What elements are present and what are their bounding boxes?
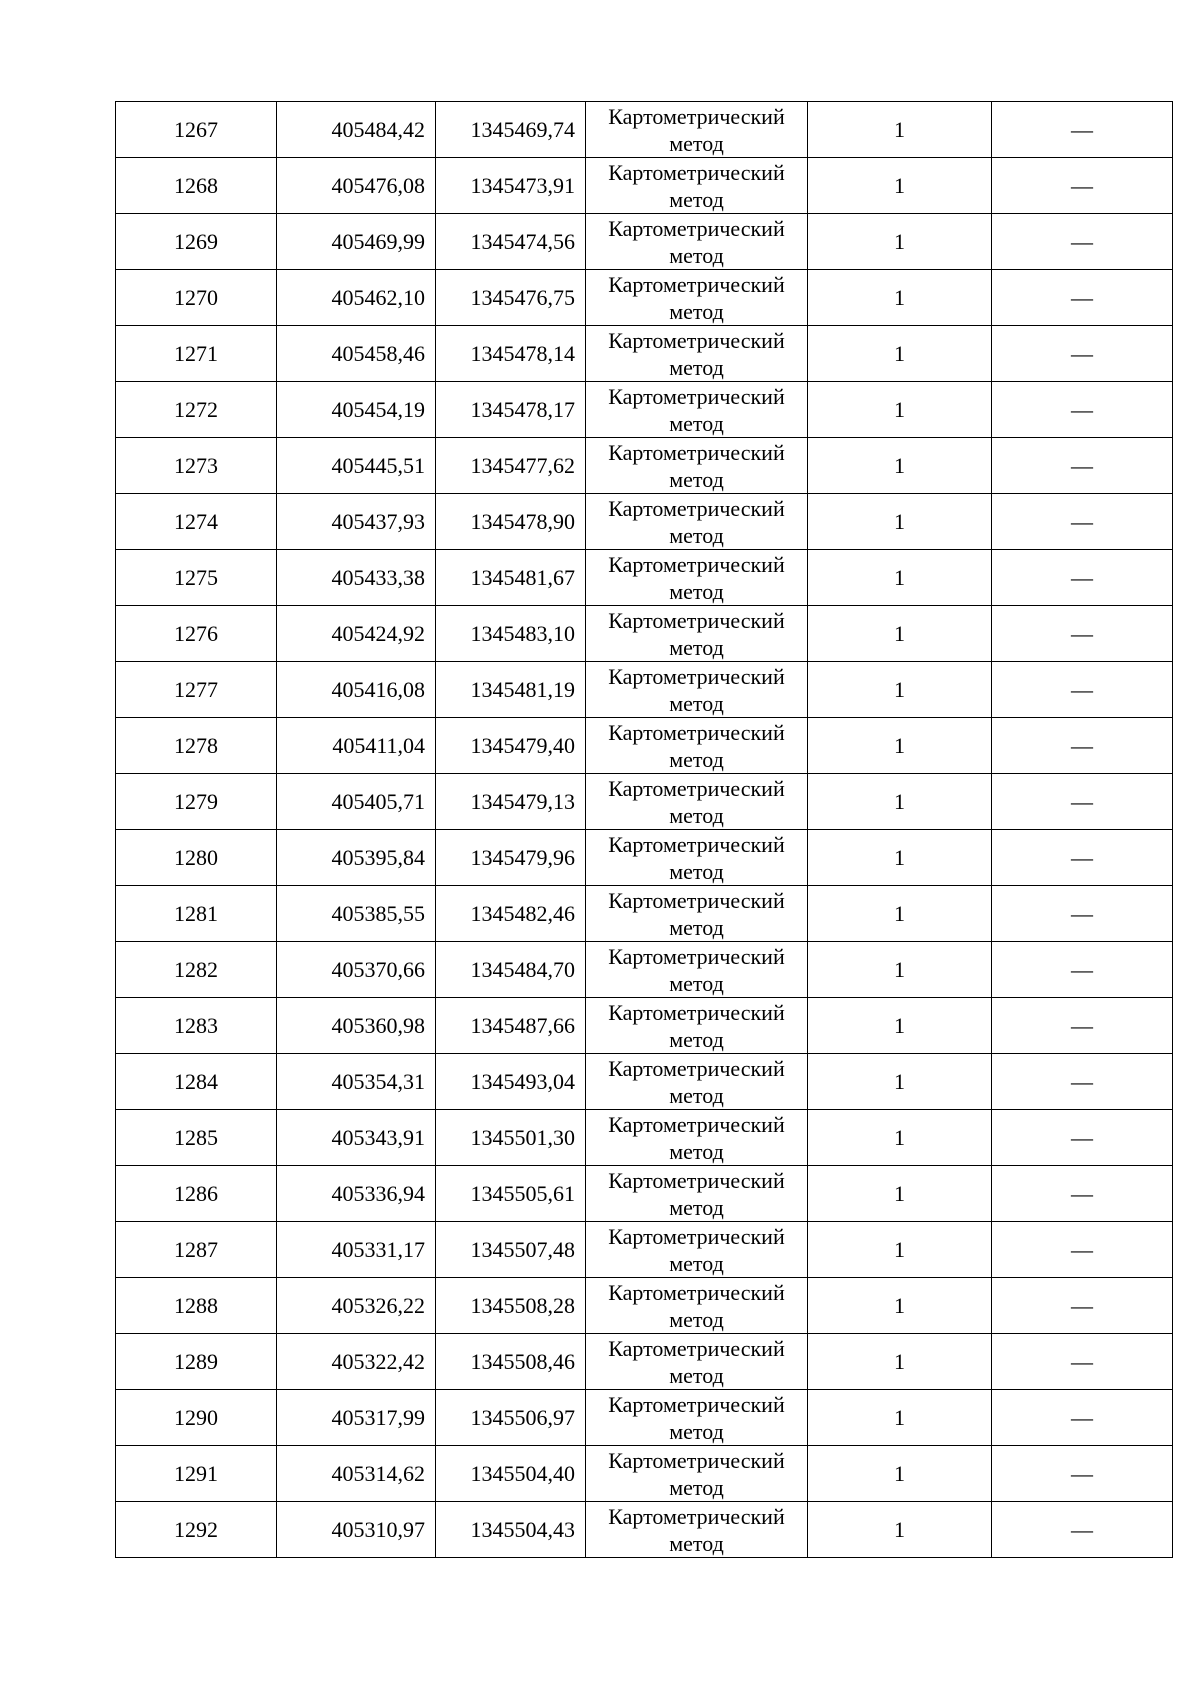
method-line-1: Картометрический: [608, 439, 785, 465]
x-coordinate-cell: 405433,38: [277, 550, 436, 606]
accuracy-cell: 1: [808, 1166, 992, 1222]
method-line-2: метод: [669, 354, 724, 380]
description-cell: [992, 438, 1173, 494]
y-coordinate-cell: 1345505,61: [436, 1166, 586, 1222]
table-row: [116, 998, 1173, 1054]
description-cell: [992, 382, 1173, 438]
method-line-1: Картометрический: [608, 719, 785, 745]
x-coordinate-cell: 405310,97: [277, 1502, 436, 1558]
description-cell: [992, 1446, 1173, 1502]
x-coordinate-cell: 405336,94: [277, 1166, 436, 1222]
method-cell: [586, 326, 808, 382]
method-cell: [586, 830, 808, 886]
point-number-cell: 1268: [116, 158, 277, 214]
description-dash: —: [1071, 900, 1093, 926]
table-row: [116, 1278, 1173, 1334]
method-cell: [586, 1390, 808, 1446]
y-coordinate-cell: 1345476,75: [436, 270, 586, 326]
method-line-1: Картометрический: [608, 887, 785, 913]
description-cell: [992, 774, 1173, 830]
method-line-1: Картометрический: [608, 1335, 785, 1361]
x-coordinate-cell: 405484,42: [277, 102, 436, 158]
table-row: [116, 270, 1173, 326]
table-row: [116, 1110, 1173, 1166]
description-cell: [992, 830, 1173, 886]
description-cell: [992, 270, 1173, 326]
method-cell: [586, 942, 808, 998]
y-coordinate-cell: 1345474,56: [436, 214, 586, 270]
description-dash: —: [1071, 620, 1093, 646]
description-cell: [992, 550, 1173, 606]
description-dash: —: [1071, 844, 1093, 870]
point-number-cell: 1271: [116, 326, 277, 382]
description-cell: [992, 494, 1173, 550]
x-coordinate-cell: 405405,71: [277, 774, 436, 830]
description-cell: [992, 1502, 1173, 1558]
description-cell: [992, 942, 1173, 998]
table-row: [116, 1390, 1173, 1446]
method-cell: [586, 774, 808, 830]
point-number-cell: 1285: [116, 1110, 277, 1166]
method-line-1: Картометрический: [608, 1391, 785, 1417]
method-line-2: метод: [669, 298, 724, 324]
table-row: [116, 774, 1173, 830]
y-coordinate-cell: 1345508,28: [436, 1278, 586, 1334]
x-coordinate-cell: 405437,93: [277, 494, 436, 550]
description-cell: [992, 1334, 1173, 1390]
table-row: [116, 158, 1173, 214]
table-row: [116, 606, 1173, 662]
accuracy-cell: 1: [808, 1110, 992, 1166]
accuracy-cell: 1: [808, 662, 992, 718]
table-row: [116, 662, 1173, 718]
description-cell: [992, 1278, 1173, 1334]
method-line-1: Картометрический: [608, 663, 785, 689]
accuracy-cell: 1: [808, 326, 992, 382]
accuracy-cell: 1: [808, 886, 992, 942]
y-coordinate-cell: 1345478,90: [436, 494, 586, 550]
point-number-cell: 1287: [116, 1222, 277, 1278]
y-coordinate-cell: 1345484,70: [436, 942, 586, 998]
description-dash: —: [1071, 508, 1093, 534]
point-number-cell: 1275: [116, 550, 277, 606]
y-coordinate-cell: 1345504,43: [436, 1502, 586, 1558]
method-line-2: метод: [669, 690, 724, 716]
description-cell: [992, 158, 1173, 214]
x-coordinate-cell: 405314,62: [277, 1446, 436, 1502]
method-cell: [586, 550, 808, 606]
accuracy-cell: 1: [808, 1278, 992, 1334]
point-number-cell: 1292: [116, 1502, 277, 1558]
method-line-1: Картометрический: [608, 1279, 785, 1305]
point-number-cell: 1269: [116, 214, 277, 270]
method-cell: [586, 886, 808, 942]
description-dash: —: [1071, 452, 1093, 478]
accuracy-cell: 1: [808, 830, 992, 886]
method-line-1: Картометрический: [608, 775, 785, 801]
description-dash: —: [1071, 956, 1093, 982]
accuracy-cell: 1: [808, 270, 992, 326]
method-line-1: Картометрический: [608, 1503, 785, 1529]
description-dash: —: [1071, 1348, 1093, 1374]
method-line-2: метод: [669, 634, 724, 660]
method-line-1: Картометрический: [608, 1111, 785, 1137]
accuracy-cell: 1: [808, 102, 992, 158]
table-row: [116, 1334, 1173, 1390]
method-line-2: метод: [669, 914, 724, 940]
description-dash: —: [1071, 788, 1093, 814]
method-line-2: метод: [669, 1306, 724, 1332]
point-number-cell: 1289: [116, 1334, 277, 1390]
table-row: [116, 102, 1173, 158]
table-row: [116, 382, 1173, 438]
description-cell: [992, 326, 1173, 382]
x-coordinate-cell: 405458,46: [277, 326, 436, 382]
x-coordinate-cell: 405331,17: [277, 1222, 436, 1278]
table-row: [116, 494, 1173, 550]
description-dash: —: [1071, 1516, 1093, 1542]
point-number-cell: 1288: [116, 1278, 277, 1334]
x-coordinate-cell: 405416,08: [277, 662, 436, 718]
y-coordinate-cell: 1345479,40: [436, 718, 586, 774]
point-number-cell: 1267: [116, 102, 277, 158]
x-coordinate-cell: 405317,99: [277, 1390, 436, 1446]
y-coordinate-cell: 1345479,96: [436, 830, 586, 886]
table-row: [116, 1166, 1173, 1222]
method-line-1: Картометрический: [608, 1055, 785, 1081]
method-cell: [586, 1334, 808, 1390]
description-dash: —: [1071, 172, 1093, 198]
description-dash: —: [1071, 1236, 1093, 1262]
description-cell: [992, 214, 1173, 270]
description-cell: [992, 102, 1173, 158]
method-cell: [586, 606, 808, 662]
y-coordinate-cell: 1345506,97: [436, 1390, 586, 1446]
description-dash: —: [1071, 1292, 1093, 1318]
method-line-1: Картометрический: [608, 1447, 785, 1473]
method-line-2: метод: [669, 522, 724, 548]
table-row: [116, 550, 1173, 606]
x-coordinate-cell: 405385,55: [277, 886, 436, 942]
description-dash: —: [1071, 228, 1093, 254]
method-cell: [586, 214, 808, 270]
method-line-2: метод: [669, 466, 724, 492]
accuracy-cell: 1: [808, 774, 992, 830]
accuracy-cell: 1: [808, 382, 992, 438]
y-coordinate-cell: 1345479,13: [436, 774, 586, 830]
method-line-1: Картометрический: [608, 383, 785, 409]
description-dash: —: [1071, 1180, 1093, 1206]
method-cell: [586, 494, 808, 550]
table-row: [116, 1054, 1173, 1110]
y-coordinate-cell: 1345493,04: [436, 1054, 586, 1110]
x-coordinate-cell: 405469,99: [277, 214, 436, 270]
y-coordinate-cell: 1345504,40: [436, 1446, 586, 1502]
method-cell: [586, 718, 808, 774]
table-row: [116, 942, 1173, 998]
y-coordinate-cell: 1345508,46: [436, 1334, 586, 1390]
description-dash: —: [1071, 340, 1093, 366]
table-row: [116, 1222, 1173, 1278]
point-number-cell: 1272: [116, 382, 277, 438]
x-coordinate-cell: 405462,10: [277, 270, 436, 326]
method-line-1: Картометрический: [608, 831, 785, 857]
method-line-2: метод: [669, 186, 724, 212]
point-number-cell: 1282: [116, 942, 277, 998]
x-coordinate-cell: 405326,22: [277, 1278, 436, 1334]
accuracy-cell: 1: [808, 606, 992, 662]
table-row: [116, 326, 1173, 382]
method-cell: [586, 998, 808, 1054]
method-cell: [586, 662, 808, 718]
method-cell: [586, 1166, 808, 1222]
accuracy-cell: 1: [808, 718, 992, 774]
accuracy-cell: 1: [808, 494, 992, 550]
method-line-1: Картометрический: [608, 495, 785, 521]
description-dash: —: [1071, 564, 1093, 590]
point-number-cell: 1281: [116, 886, 277, 942]
description-dash: —: [1071, 116, 1093, 142]
table-row: [116, 830, 1173, 886]
x-coordinate-cell: 405354,31: [277, 1054, 436, 1110]
description-dash: —: [1071, 1124, 1093, 1150]
y-coordinate-cell: 1345483,10: [436, 606, 586, 662]
description-cell: [992, 1166, 1173, 1222]
point-number-cell: 1270: [116, 270, 277, 326]
table-row: [116, 438, 1173, 494]
method-cell: [586, 158, 808, 214]
point-number-cell: 1273: [116, 438, 277, 494]
table-row: [116, 1446, 1173, 1502]
accuracy-cell: 1: [808, 550, 992, 606]
method-cell: [586, 382, 808, 438]
y-coordinate-cell: 1345507,48: [436, 1222, 586, 1278]
method-line-2: метод: [669, 1082, 724, 1108]
x-coordinate-cell: 405411,04: [277, 718, 436, 774]
accuracy-cell: 1: [808, 158, 992, 214]
method-cell: [586, 102, 808, 158]
method-cell: [586, 1446, 808, 1502]
x-coordinate-cell: 405370,66: [277, 942, 436, 998]
method-line-2: метод: [669, 130, 724, 156]
table-row: [116, 718, 1173, 774]
description-dash: —: [1071, 284, 1093, 310]
method-cell: [586, 1222, 808, 1278]
method-line-2: метод: [669, 1530, 724, 1556]
accuracy-cell: 1: [808, 942, 992, 998]
y-coordinate-cell: 1345477,62: [436, 438, 586, 494]
method-line-1: Картометрический: [608, 943, 785, 969]
method-line-1: Картометрический: [608, 1223, 785, 1249]
x-coordinate-cell: 405454,19: [277, 382, 436, 438]
x-coordinate-cell: 405395,84: [277, 830, 436, 886]
x-coordinate-cell: 405343,91: [277, 1110, 436, 1166]
accuracy-cell: 1: [808, 438, 992, 494]
method-line-2: метод: [669, 1026, 724, 1052]
method-line-2: метод: [669, 578, 724, 604]
x-coordinate-cell: 405322,42: [277, 1334, 436, 1390]
method-line-2: метод: [669, 858, 724, 884]
accuracy-cell: 1: [808, 1222, 992, 1278]
point-number-cell: 1276: [116, 606, 277, 662]
method-line-2: метод: [669, 1474, 724, 1500]
method-line-1: Картометрический: [608, 159, 785, 185]
method-cell: [586, 1110, 808, 1166]
method-line-2: метод: [669, 242, 724, 268]
point-number-cell: 1274: [116, 494, 277, 550]
coordinates-table-body: [116, 102, 1173, 1558]
point-number-cell: 1291: [116, 1446, 277, 1502]
method-line-2: метод: [669, 1194, 724, 1220]
method-cell: [586, 1502, 808, 1558]
point-number-cell: 1279: [116, 774, 277, 830]
method-line-1: Картометрический: [608, 327, 785, 353]
description-dash: —: [1071, 732, 1093, 758]
y-coordinate-cell: 1345487,66: [436, 998, 586, 1054]
description-dash: —: [1071, 676, 1093, 702]
x-coordinate-cell: 405445,51: [277, 438, 436, 494]
accuracy-cell: 1: [808, 1502, 992, 1558]
method-line-2: метод: [669, 802, 724, 828]
method-line-1: Картометрический: [608, 551, 785, 577]
method-cell: [586, 1278, 808, 1334]
y-coordinate-cell: 1345481,19: [436, 662, 586, 718]
description-dash: —: [1071, 396, 1093, 422]
y-coordinate-cell: 1345482,46: [436, 886, 586, 942]
x-coordinate-cell: 405360,98: [277, 998, 436, 1054]
y-coordinate-cell: 1345478,17: [436, 382, 586, 438]
method-line-1: Картометрический: [608, 271, 785, 297]
description-cell: [992, 1054, 1173, 1110]
point-number-cell: 1283: [116, 998, 277, 1054]
description-cell: [992, 606, 1173, 662]
method-line-2: метод: [669, 1362, 724, 1388]
table-row: [116, 886, 1173, 942]
method-line-1: Картометрический: [608, 999, 785, 1025]
accuracy-cell: 1: [808, 1446, 992, 1502]
method-line-1: Картометрический: [608, 103, 785, 129]
method-line-2: метод: [669, 1250, 724, 1276]
y-coordinate-cell: 1345481,67: [436, 550, 586, 606]
y-coordinate-cell: 1345478,14: [436, 326, 586, 382]
accuracy-cell: 1: [808, 998, 992, 1054]
y-coordinate-cell: 1345501,30: [436, 1110, 586, 1166]
method-line-2: метод: [669, 1138, 724, 1164]
method-line-2: метод: [669, 970, 724, 996]
description-cell: [992, 1390, 1173, 1446]
method-line-2: метод: [669, 746, 724, 772]
point-number-cell: 1284: [116, 1054, 277, 1110]
method-line-1: Картометрический: [608, 215, 785, 241]
accuracy-cell: 1: [808, 1334, 992, 1390]
accuracy-cell: 1: [808, 1054, 992, 1110]
description-dash: —: [1071, 1068, 1093, 1094]
method-line-2: метод: [669, 410, 724, 436]
point-number-cell: 1280: [116, 830, 277, 886]
description-cell: [992, 662, 1173, 718]
y-coordinate-cell: 1345473,91: [436, 158, 586, 214]
point-number-cell: 1278: [116, 718, 277, 774]
method-line-1: Картометрический: [608, 1167, 785, 1193]
description-cell: [992, 886, 1173, 942]
description-cell: [992, 1222, 1173, 1278]
description-dash: —: [1071, 1404, 1093, 1430]
point-number-cell: 1286: [116, 1166, 277, 1222]
table-row: [116, 214, 1173, 270]
accuracy-cell: 1: [808, 1390, 992, 1446]
method-cell: [586, 270, 808, 326]
method-cell: [586, 1054, 808, 1110]
table-row: [116, 1502, 1173, 1558]
x-coordinate-cell: 405476,08: [277, 158, 436, 214]
accuracy-cell: 1: [808, 214, 992, 270]
description-dash: —: [1071, 1012, 1093, 1038]
method-line-2: метод: [669, 1418, 724, 1444]
coordinates-table: [115, 101, 1173, 1558]
y-coordinate-cell: 1345469,74: [436, 102, 586, 158]
x-coordinate-cell: 405424,92: [277, 606, 436, 662]
description-dash: —: [1071, 1460, 1093, 1486]
description-cell: [992, 998, 1173, 1054]
description-cell: [992, 1110, 1173, 1166]
method-cell: [586, 438, 808, 494]
method-line-1: Картометрический: [608, 607, 785, 633]
point-number-cell: 1290: [116, 1390, 277, 1446]
description-cell: [992, 718, 1173, 774]
point-number-cell: 1277: [116, 662, 277, 718]
